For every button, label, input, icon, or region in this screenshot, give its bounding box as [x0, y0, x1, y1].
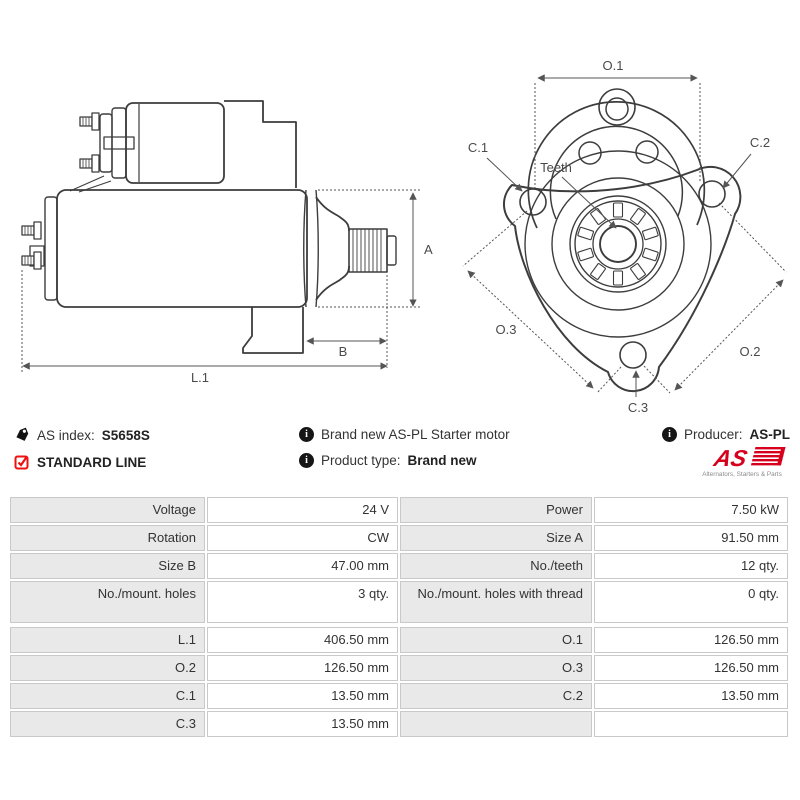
- spec-grid: [10, 497, 788, 623]
- red-checkbox-icon: [14, 454, 30, 470]
- spec-label-cell: Size A: [400, 525, 592, 551]
- spec-value-cell: 7.50 kW: [594, 497, 788, 523]
- gear-teeth: [578, 203, 659, 285]
- info-icon: i: [299, 453, 314, 468]
- arch-right-hole: [636, 141, 658, 163]
- dim-label-o1: O.1: [602, 58, 624, 73]
- drive-end-housing: [304, 190, 349, 307]
- product-description: Brand new AS-PL Starter motor: [321, 427, 510, 442]
- pilot-rings: [525, 151, 711, 337]
- as-index-value: S5658S: [101, 427, 150, 443]
- dim-label-teeth: Teeth: [540, 160, 572, 175]
- info-left-column: [14, 427, 150, 481]
- mount-hole-c3: [620, 342, 646, 368]
- spec-value-cell: 91.50 mm: [594, 525, 788, 551]
- spec-value-cell: 12 qty.: [594, 553, 788, 579]
- info-icon: i: [662, 427, 677, 442]
- front-view-drawing: [504, 89, 740, 391]
- spec-value-cell: 126.50 mm: [594, 627, 788, 653]
- spec-value-cell: 406.50 mm: [207, 627, 398, 653]
- dim-line-o3: [468, 271, 593, 388]
- as-index-label: AS index:: [37, 427, 95, 443]
- leader-c1: [487, 158, 522, 191]
- spec-label-cell: C.2: [400, 683, 592, 709]
- body-stud: [22, 222, 41, 239]
- spec-value-cell: 24 V: [207, 497, 398, 523]
- spec-label-cell: No./mount. holes with thread: [400, 581, 592, 623]
- spec-value-cell: [594, 711, 788, 737]
- as-pl-logo: [690, 445, 790, 482]
- product-type-label: Product type:: [321, 453, 401, 468]
- terminal-stud: [80, 155, 99, 172]
- spec-label-cell: No./teeth: [400, 553, 592, 579]
- dim-label-o3: O.3: [495, 322, 517, 337]
- info-middle-column: [299, 427, 510, 479]
- spec-label-cell: Size B: [10, 553, 205, 579]
- producer-label: Producer:: [683, 427, 743, 442]
- dim-label-c1: C.1: [467, 140, 489, 155]
- top-arch: [528, 89, 704, 228]
- spec-grid: [10, 627, 788, 737]
- info-icon: i: [299, 427, 314, 442]
- mounting-arm: [243, 307, 303, 353]
- spec-table: [10, 497, 788, 737]
- yoke-bracket: [224, 101, 296, 188]
- spec-label-cell: O.3: [400, 655, 592, 681]
- terminal-bar: [104, 137, 134, 149]
- spec-value-cell: 13.50 mm: [207, 711, 398, 737]
- spec-label-cell: L.1: [10, 627, 205, 653]
- dim-label-a: A: [424, 242, 433, 257]
- logo-caption: Alternators, Starters & Parts: [702, 471, 782, 478]
- product-type-value: Brand new: [407, 453, 477, 468]
- dim-label-c3: C.3: [627, 400, 649, 415]
- motor-body: [30, 190, 307, 307]
- as-index-line: [14, 427, 150, 443]
- producer-value: AS-PL: [749, 427, 790, 442]
- spec-label-cell: C.3: [10, 711, 205, 737]
- tag-icon: [14, 427, 30, 443]
- mount-hole-c1: [520, 189, 546, 215]
- terminal-stud: [80, 113, 99, 130]
- spec-value-cell: 3 qty.: [207, 581, 398, 623]
- pinion-gear: [349, 229, 396, 272]
- dim-label-b: B: [338, 344, 348, 359]
- side-view-dimensions: [22, 190, 420, 372]
- spec-value-cell: CW: [207, 525, 398, 551]
- spec-label-cell: O.1: [400, 627, 592, 653]
- logo-as-text: AS: [711, 445, 750, 471]
- spec-value-cell: 13.50 mm: [594, 683, 788, 709]
- spec-value-cell: 0 qty.: [594, 581, 788, 623]
- dim-label-l1: L.1: [190, 370, 210, 385]
- producer-line: [662, 427, 790, 442]
- product-info-strip: [0, 420, 800, 496]
- standard-line-badge: [14, 454, 150, 470]
- dim-line-o2: [675, 280, 783, 390]
- side-view-drawing: [22, 101, 396, 353]
- spec-label-cell: O.2: [10, 655, 205, 681]
- shaft-bore: [600, 226, 636, 262]
- spec-label-cell: No./mount. holes: [10, 581, 205, 623]
- logo-stripes: [751, 447, 786, 465]
- mount-hole-c2: [699, 181, 725, 207]
- spec-value-cell: 126.50 mm: [594, 655, 788, 681]
- spec-label-cell: C.1: [10, 683, 205, 709]
- front-view-dimensions: [463, 78, 786, 397]
- spec-label-cell: [400, 711, 592, 737]
- product-type-line: [299, 453, 510, 468]
- spec-value-cell: 126.50 mm: [207, 655, 398, 681]
- spec-label-cell: Rotation: [10, 525, 205, 551]
- standard-line-label: STANDARD LINE: [37, 454, 147, 470]
- dim-label-o2: O.2: [739, 344, 761, 359]
- spec-label-cell: Power: [400, 497, 592, 523]
- info-right-column: [662, 427, 790, 482]
- spec-label-cell: Voltage: [10, 497, 205, 523]
- spec-value-cell: 47.00 mm: [207, 553, 398, 579]
- dim-label-c2: C.2: [749, 135, 771, 150]
- spec-value-cell: 13.50 mm: [207, 683, 398, 709]
- description-line: [299, 427, 510, 442]
